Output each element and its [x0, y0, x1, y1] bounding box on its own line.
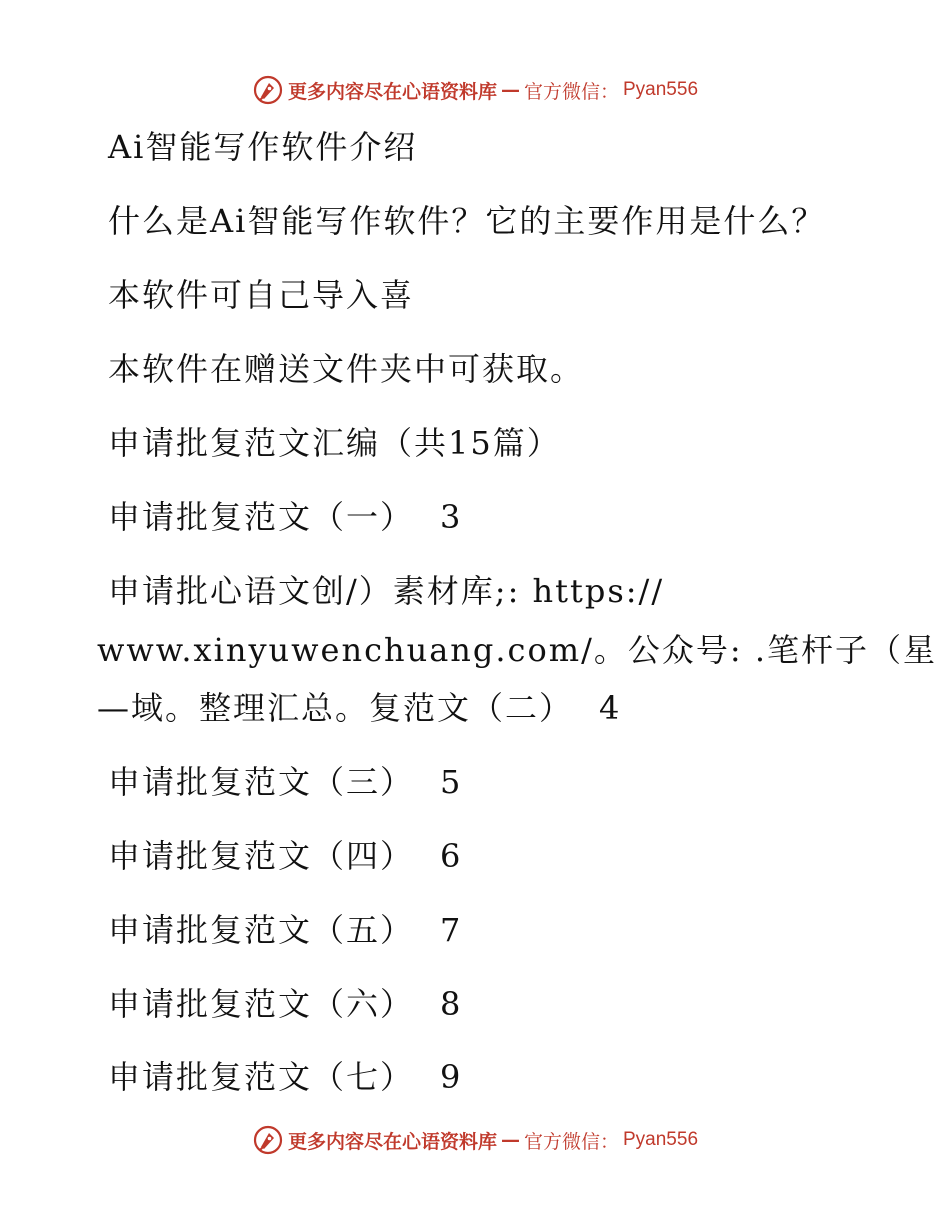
toc-item-1 — [108, 497, 462, 537]
mixed-line-3-text: —域。整理汇总。复范文（二） — [97, 689, 574, 727]
toc-item-label: 申请批复范文（六） — [108, 985, 415, 1023]
toc-item-label: 申请批复范文（一） — [108, 498, 415, 536]
watermark-wechat-label: 官方微信： — [523, 80, 619, 103]
toc-item-page: 6 — [440, 837, 463, 875]
toc-item-label: 申请批复范文（四） — [108, 837, 415, 875]
watermark-group — [252, 1124, 698, 1156]
toc-item-5 — [108, 910, 462, 950]
toc-item-page: 3 — [440, 498, 463, 536]
toc-item-page: 8 — [440, 985, 463, 1023]
toc-item-label: 申请批复范文（三） — [108, 763, 415, 801]
mixed-line-2: www.xinyuwenchuang.com/。公众号: .笔杆子（星 — [97, 631, 937, 669]
watermark-group — [252, 74, 698, 106]
question-line: 什么是Ai智能写作软件？它的主要作用是什么？ — [108, 202, 826, 240]
toc-item-7 — [108, 1057, 462, 1097]
toc-item-label: 申请批复范文（五） — [108, 911, 415, 949]
mixed-line-3 — [97, 688, 621, 728]
intro-line-2: 本软件在赠送文件夹中可获取。 — [108, 350, 585, 388]
toc-item-page: 5 — [440, 763, 463, 801]
toc-item-page: 7 — [440, 911, 463, 949]
intro-line-1: 本软件可自己导入喜 — [108, 276, 415, 314]
watermark-wechat-id: Pyan556 — [623, 79, 699, 100]
pen-nib-logo-icon — [252, 74, 284, 106]
toc-item-label: 申请批复范文（七） — [108, 1058, 415, 1096]
toc-item-page: 9 — [440, 1058, 463, 1096]
toc-item-page: 4 — [599, 689, 622, 727]
header-watermark — [0, 70, 950, 110]
toc-item-4 — [108, 836, 462, 876]
footer-watermark — [0, 1120, 950, 1160]
collection-title: 申请批复范文汇编（共15篇） — [108, 424, 561, 462]
watermark-wechat-label: 官方微信： — [523, 1130, 619, 1153]
document-heading: Ai智能写作软件介绍 — [108, 128, 418, 166]
toc-item-3 — [108, 762, 462, 802]
watermark-dash: — — [500, 1129, 520, 1151]
watermark-text: 更多内容尽在心语资料库 — [287, 1130, 497, 1153]
mixed-line-1: 申请批心语文创/）素材库;: https:// — [108, 572, 665, 610]
watermark-wechat-id: Pyan556 — [623, 1129, 699, 1150]
toc-item-6 — [108, 984, 462, 1024]
pen-nib-logo-icon — [252, 1124, 284, 1156]
watermark-dash: — — [500, 79, 520, 101]
watermark-text: 更多内容尽在心语资料库 — [287, 80, 497, 103]
